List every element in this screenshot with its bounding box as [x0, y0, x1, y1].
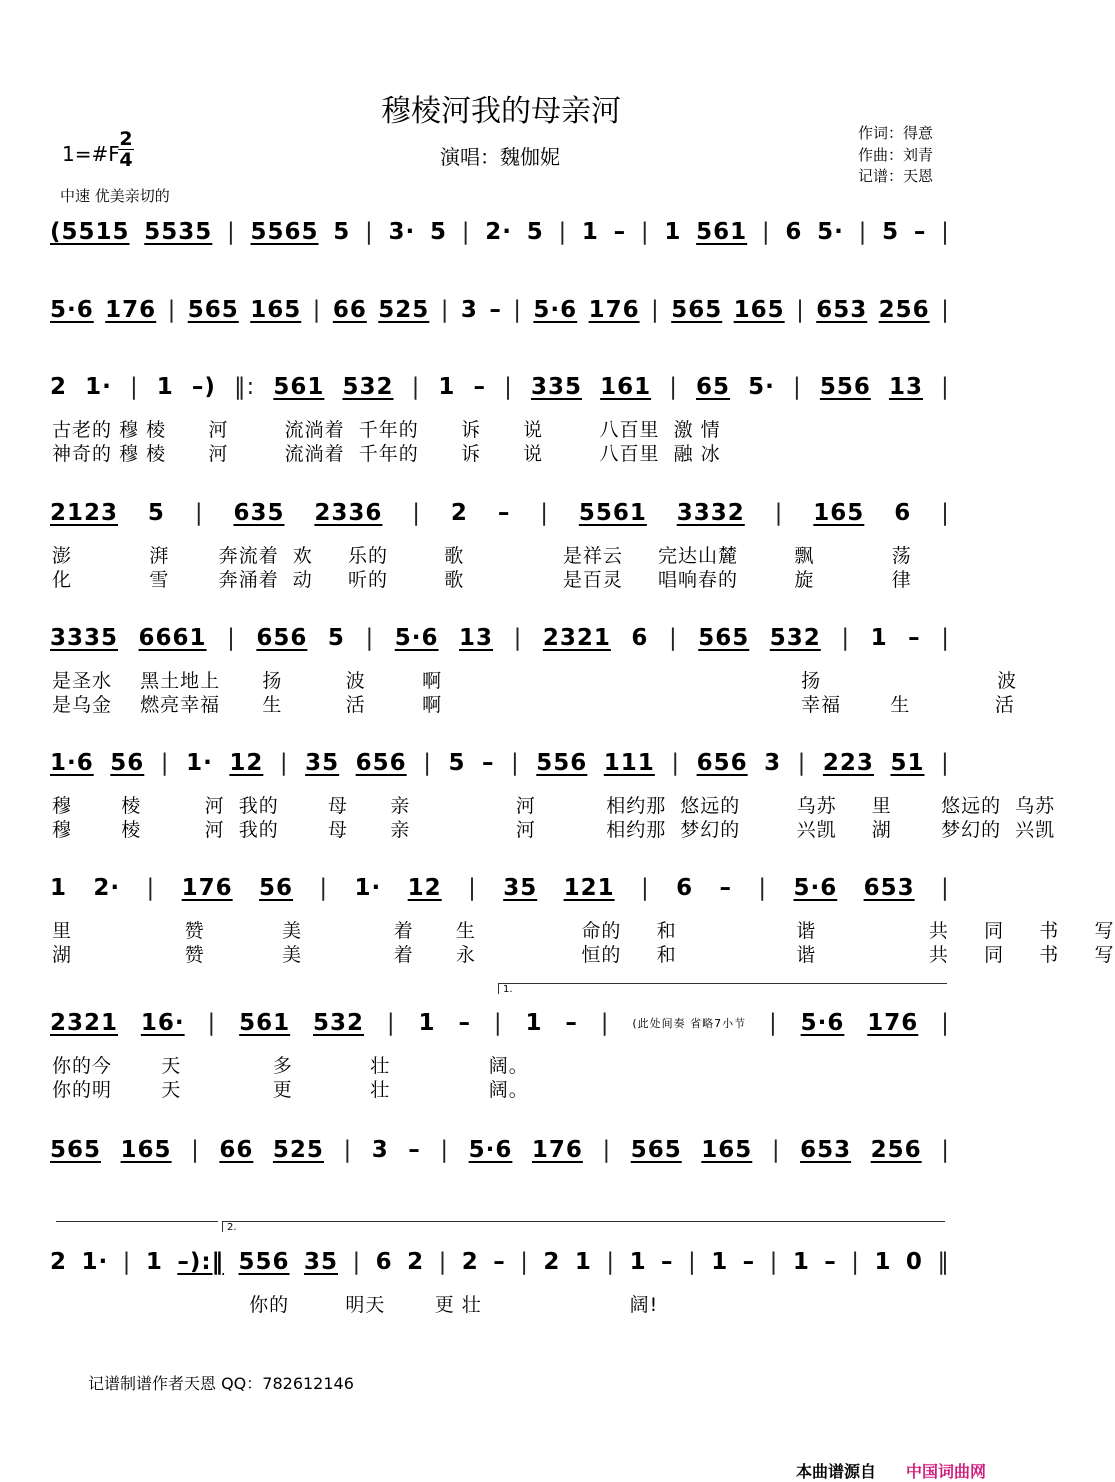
barline: | [160, 750, 170, 776]
barline: ‖ [937, 1249, 950, 1275]
barline: | [504, 374, 513, 400]
barline: | [146, 875, 156, 901]
note-group: 5· [817, 219, 844, 245]
lyric-line-1: 古老的 穆 棱 河 流淌着 千年的 诉 说 八百里 激 情 [52, 419, 721, 441]
barline: | [858, 219, 868, 245]
note-group: – [458, 1010, 471, 1036]
time-sig-denominator: 4 [119, 149, 133, 171]
note-group: 1 [664, 219, 682, 245]
footer-transcriber: 记谱制谱作者天恩 QQ：782612146 [88, 1374, 354, 1393]
note-group: 556 [819, 374, 871, 400]
note-group: 176 [181, 875, 233, 901]
time-signature [118, 129, 134, 170]
note-group: 165 [733, 297, 785, 323]
barline: | [792, 374, 802, 400]
barline: | [438, 1249, 448, 1275]
barline: | [423, 750, 432, 776]
note-row [50, 1130, 950, 1170]
note-group: 56 [259, 875, 294, 901]
barline: | [671, 750, 681, 776]
note-group: – [824, 1249, 837, 1275]
barline: | [941, 374, 950, 400]
note-group: 1·6 [50, 750, 94, 776]
note-group: 256 [870, 1137, 922, 1163]
note-group: 1 [792, 1249, 810, 1275]
barline: | [668, 625, 678, 651]
note-group: 161 [600, 374, 652, 400]
note-group: 5 [448, 750, 466, 776]
note-group: 66 [219, 1137, 254, 1163]
interlude-note: (此处间奏 省略7小节 [632, 1017, 747, 1030]
note-group: 6 [375, 1249, 393, 1275]
note-group: 2 [450, 500, 468, 526]
note-group: 335 [530, 374, 582, 400]
barline: | [769, 1010, 778, 1036]
note-group: –):‖ [177, 1249, 225, 1275]
note-group: 1 [870, 625, 888, 651]
note-group: 1 [525, 1010, 543, 1036]
note-group: 1· [186, 750, 213, 776]
note-group: 525 [378, 297, 430, 323]
note-row [50, 618, 950, 658]
note-group: 176 [531, 1137, 583, 1163]
lyric-line-2: 你的明 天 更 壮 阔。 [52, 1079, 529, 1101]
barline: | [312, 297, 322, 323]
volta-bracket-2 [222, 1221, 945, 1232]
note-group: 5535 [144, 219, 213, 245]
note-group: 1· [81, 1249, 109, 1275]
note-group: 1· [85, 374, 112, 400]
note-group: 2336 [314, 500, 383, 526]
song-title: 穆棱河我的母亲河 [381, 94, 621, 129]
note-group: – [481, 750, 495, 776]
volta-1-label: 1. [503, 984, 513, 995]
barline: | [651, 297, 660, 323]
note-group: 51 [890, 750, 925, 776]
note-group: 35 [303, 1249, 338, 1275]
note-group: 3332 [676, 500, 745, 526]
barline: | [940, 750, 950, 776]
barline: | [941, 625, 950, 651]
volta-2-label: 2. [227, 1222, 237, 1233]
note-group: 165 [120, 1137, 172, 1163]
note-row [50, 493, 950, 533]
note-row [50, 1242, 950, 1282]
lyric-line-2: 神奇的 穆 棱 河 流淌着 千年的 诉 说 八百里 融 冰 [52, 443, 721, 465]
lyric-line-1: 里 赞 美 着 生 命的 和 谐 共 同 书 写 [52, 920, 1115, 942]
barline: | [207, 1010, 217, 1036]
barline: | [941, 219, 950, 245]
note-group: 656 [355, 750, 407, 776]
note-group: 1 [874, 1249, 892, 1275]
note-group: 3 [371, 1137, 389, 1163]
note-group: 5·6 [533, 297, 578, 323]
note-row [50, 1003, 950, 1043]
note-group: – [565, 1010, 578, 1036]
note-group: 176 [867, 1010, 919, 1036]
note-group: 2 [50, 374, 68, 400]
note-group: – [719, 875, 732, 901]
note-group: 532 [342, 374, 394, 400]
lyric-line-1: 穆 棱 河 我的 母 亲 河 相约那 悠远的 乌苏 里 悠远的 乌苏 [52, 795, 1056, 817]
barline: | [941, 1137, 950, 1163]
note-group: 532 [769, 625, 821, 651]
note-group: 1 [438, 374, 456, 400]
note-group: 5 [333, 219, 351, 245]
barline: | [797, 750, 807, 776]
note-group: 565 [187, 297, 239, 323]
note-group: 5 [147, 500, 165, 526]
note-group: 525 [272, 1137, 324, 1163]
note-group: – [908, 625, 921, 651]
barline: | [602, 1137, 612, 1163]
note-group: – [742, 1249, 756, 1275]
note-group: 165 [250, 297, 302, 323]
barline: | [412, 500, 422, 526]
barline: | [194, 500, 204, 526]
note-group: 653 [816, 297, 868, 323]
note-group: 561 [239, 1010, 291, 1036]
barline: | [851, 1249, 860, 1275]
note-group: 565 [50, 1137, 102, 1163]
note-group: 6 [676, 875, 694, 901]
note-group: 2 [50, 1249, 68, 1275]
credit-composer: 作曲：刘青 [858, 146, 934, 164]
barline: | [167, 297, 177, 323]
note-row [50, 743, 950, 783]
note-group: 35 [305, 750, 340, 776]
note-group: 6 [631, 625, 649, 651]
repeat-end-line [56, 1221, 218, 1222]
note-group: 5565 [250, 219, 319, 245]
note-row [50, 868, 950, 908]
barline: | [365, 219, 374, 245]
lyric-line-1: 是圣水 黑土地上 扬 波 啊 扬 波 [52, 670, 1018, 692]
note-group: – [613, 219, 627, 245]
note-group: 56 [110, 750, 145, 776]
barline: | [122, 1249, 132, 1275]
barline: | [440, 297, 450, 323]
note-group: 1 [581, 219, 599, 245]
note-group: 653 [800, 1137, 852, 1163]
key-signature: 1=#F [62, 142, 120, 166]
barline: | [558, 219, 568, 245]
source-label: 本曲谱源自 [796, 1462, 877, 1481]
note-group: – [408, 1137, 421, 1163]
note-group: 1 [156, 374, 174, 400]
note-group: 165 [813, 500, 865, 526]
note-group: 5·6 [793, 875, 838, 901]
barline: | [319, 875, 329, 901]
note-group: 2321 [50, 1010, 119, 1036]
note-group: 565 [671, 297, 723, 323]
barline: | [468, 875, 477, 901]
lyric-line-1: 你的 明天 更 壮 阔! [52, 1294, 659, 1316]
note-group: 635 [233, 500, 285, 526]
barline: | [440, 1137, 450, 1163]
barline: | [279, 750, 289, 776]
note-group: 653 [863, 875, 915, 901]
note-group: 5 [882, 219, 900, 245]
note-group: 2 [461, 1249, 479, 1275]
barline: | [606, 1249, 616, 1275]
note-group: 3 [460, 297, 478, 323]
note-group: – [493, 1249, 506, 1275]
volta-bracket-1 [498, 983, 947, 994]
note-group: 121 [563, 875, 615, 901]
barline: | [669, 374, 678, 400]
note-group: 2· [93, 875, 121, 901]
note-group: 532 [313, 1010, 365, 1036]
note-group: 12 [407, 875, 442, 901]
note-group: 13 [459, 625, 494, 651]
note-group: – [913, 219, 927, 245]
barline: | [796, 297, 805, 323]
note-group: 165 [701, 1137, 753, 1163]
lyric-line-2: 穆 棱 河 我的 母 亲 河 相约那 梦幻的 兴凯 湖 梦幻的 兴凯 [52, 819, 1056, 841]
note-row [50, 212, 950, 252]
note-group: 2 [543, 1249, 561, 1275]
singer: 演唱：魏伽妮 [440, 145, 560, 169]
note-row [50, 290, 950, 330]
note-group: 5 [327, 625, 345, 651]
note-row [50, 367, 950, 407]
note-group: 65 [696, 374, 731, 400]
tempo-marking: 中速 优美亲切的 [60, 187, 170, 205]
barline: | [511, 750, 520, 776]
note-group: 256 [878, 297, 930, 323]
barline: | [640, 875, 650, 901]
barline: | [411, 374, 421, 400]
note-group: 1 [711, 1249, 729, 1275]
note-group: 66 [332, 297, 367, 323]
barline: | [941, 875, 950, 901]
barline: | [771, 1137, 781, 1163]
barline: | [493, 1010, 503, 1036]
note-group: 1 [418, 1010, 436, 1036]
note-group: 5· [748, 374, 775, 400]
note-group: 561 [273, 374, 325, 400]
barline: | [761, 219, 771, 245]
note-group: 5 [526, 219, 544, 245]
barline: | [461, 219, 471, 245]
barline: | [769, 1249, 779, 1275]
note-group: 5·6 [50, 297, 94, 323]
note-group: – [489, 297, 502, 323]
barline: | [941, 1010, 950, 1036]
barline: | [687, 1249, 697, 1275]
note-group: 2321 [542, 625, 611, 651]
barline: | [540, 500, 549, 526]
note-group: 35 [503, 875, 538, 901]
note-group: 3· [388, 219, 416, 245]
note-group: 2 [407, 1249, 425, 1275]
note-group: 1 [629, 1249, 647, 1275]
note-group: 2· [485, 219, 512, 245]
note-group: 556 [536, 750, 588, 776]
note-group: 223 [822, 750, 874, 776]
barline: | [758, 875, 768, 901]
barline: | [227, 219, 236, 245]
barline: | [129, 374, 139, 400]
barline: | [520, 1249, 529, 1275]
note-group: 6 [894, 500, 912, 526]
note-group: 1 [145, 1249, 163, 1275]
barline: | [343, 1137, 353, 1163]
note-group: 16· [140, 1010, 185, 1036]
note-group: (5515 [50, 219, 130, 245]
note-group: 1 [574, 1249, 592, 1275]
note-group: 176 [588, 297, 640, 323]
note-group: – [497, 500, 511, 526]
barline: | [386, 1010, 396, 1036]
note-group: 2123 [50, 500, 119, 526]
note-group: 565 [698, 625, 750, 651]
note-group: 5561 [578, 500, 647, 526]
note-group: 5·6 [394, 625, 439, 651]
note-group: 5·6 [468, 1137, 513, 1163]
time-sig-numerator: 2 [119, 128, 133, 150]
barline: | [365, 625, 375, 651]
note-group: – [661, 1249, 674, 1275]
note-group: 176 [105, 297, 157, 323]
note-group: 656 [256, 625, 308, 651]
note-group: 656 [696, 750, 748, 776]
barline: | [941, 297, 950, 323]
note-group: 1 [50, 875, 68, 901]
barline: | [513, 297, 522, 323]
note-group: 3335 [50, 625, 119, 651]
note-group: 5·6 [800, 1010, 845, 1036]
note-group: 556 [238, 1249, 290, 1275]
barline: ‖: [234, 374, 256, 400]
barline: | [352, 1249, 362, 1275]
barline: | [513, 625, 523, 651]
credit-transcriber: 记谱：天恩 [858, 167, 934, 185]
note-group: 12 [229, 750, 264, 776]
note-group: –) [191, 374, 216, 400]
lyric-line-2: 湖 赞 美 着 永 恒的 和 谐 共 同 书 写 [52, 944, 1115, 966]
note-group: 13 [888, 374, 923, 400]
barline: | [941, 500, 950, 526]
note-group: 6 [785, 219, 803, 245]
note-group: 3 [764, 750, 782, 776]
note-group: 561 [696, 219, 748, 245]
note-group: 5 [429, 219, 447, 245]
note-group: 6661 [138, 625, 207, 651]
note-group: – [473, 374, 487, 400]
barline: | [640, 219, 650, 245]
barline: | [774, 500, 784, 526]
barline: | [191, 1137, 200, 1163]
note-group: 111 [603, 750, 655, 776]
lyric-line-1: 澎 湃 奔流着 欢 乐的 歌 是祥云 完达山麓 飘 荡 [52, 545, 912, 567]
barline: | [841, 625, 851, 651]
lyric-line-2: 化 雪 奔涌着 动 听的 歌 是百灵 唱响春的 旋 律 [52, 569, 912, 591]
note-group: 1· [354, 875, 382, 901]
credit-lyricist: 作词：得意 [858, 124, 934, 142]
barline: | [600, 1010, 610, 1036]
lyric-line-1: 你的今 天 多 壮 阔。 [52, 1055, 529, 1077]
lyric-line-2: 是乌金 燃亮幸福 生 活 啊 幸福 生 活 [52, 694, 1015, 716]
source-site-link[interactable]: 中国词曲网 [906, 1462, 987, 1481]
barline: | [227, 625, 236, 651]
note-group: 0 [905, 1249, 923, 1275]
note-group: 565 [630, 1137, 682, 1163]
